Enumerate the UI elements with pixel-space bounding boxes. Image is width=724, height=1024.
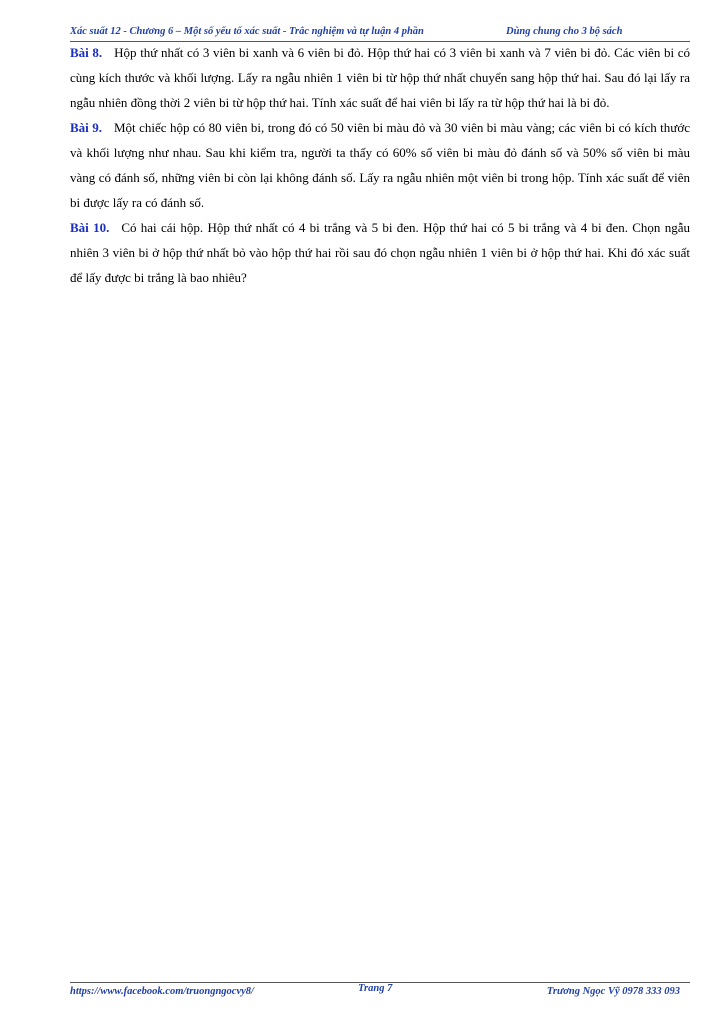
problem-10 [70,215,690,290]
problem-label: Bài 9. [70,120,102,135]
problem-text: Có hai cái hộp. Hộp thứ nhất có 4 bi trắng và 5 bi đen. Hộp thứ hai có 5 bi trắng và 4 bi đen. Chọn ngẫu nhiên 3 viên bi ở hộp thứ nhất bỏ vào hộp thứ hai rồi sau đó chọn ngẫu nhiên 1 viên bi ở hộp thứ hai. Khi đó xác suất để lấy được bi trắng là bao nhiêu? [70,220,690,285]
problem-label: Bài 10. [70,220,110,235]
problem-text: Hộp thứ nhất có 3 viên bi xanh và 6 viên bi đỏ. Hộp thứ hai có 3 viên bi xanh và 7 viên bi đỏ. Các viên bi có cùng kích thước và khối lượng. Lấy ra ngẫu nhiên 1 viên bi từ hộp thứ nhất chuyển sang hộp thứ hai. Sau đó lại lấy ra ngẫu nhiên đồng thời 2 viên bi từ hộp thứ hai. Tính xác suất để hai viên bi lấy ra từ hộp thứ hai là bi đỏ. [70,45,690,110]
author-contact: Trương Ngọc Vỹ 0978 333 093 [546,986,680,997]
problem-text: Một chiếc hộp có 80 viên bi, trong đó có 50 viên bi màu đỏ và 30 viên bi màu vàng; các viên bi có kích thước và khối lượng như nhau. Sau khi kiểm tra, người ta thấy có 60% số viên bi màu đỏ đánh số và 50% số viên bi màu vàng có đánh số, những viên bi còn lại không đánh số. Lấy ra ngẫu nhiên một viên bi trong hộp. Tính xác suất để viên bi được lấy ra có đánh số. [70,120,690,210]
document-body [70,40,690,290]
problem-label: Bài 8. [70,45,103,60]
problem-9 [70,115,690,215]
page-number: Trang 7 [358,983,393,994]
header-title: Xác suất 12 - Chương 6 – Một số yếu tố xác suất - Trắc nghiệm và tự luận 4 phần [70,26,424,37]
footer-link[interactable]: https://www.facebook.com/truongngocvy8/ [70,986,254,997]
header-subtitle: Dùng chung cho 3 bộ sách [506,26,623,37]
problem-8 [70,40,690,115]
page-footer [70,984,690,1000]
